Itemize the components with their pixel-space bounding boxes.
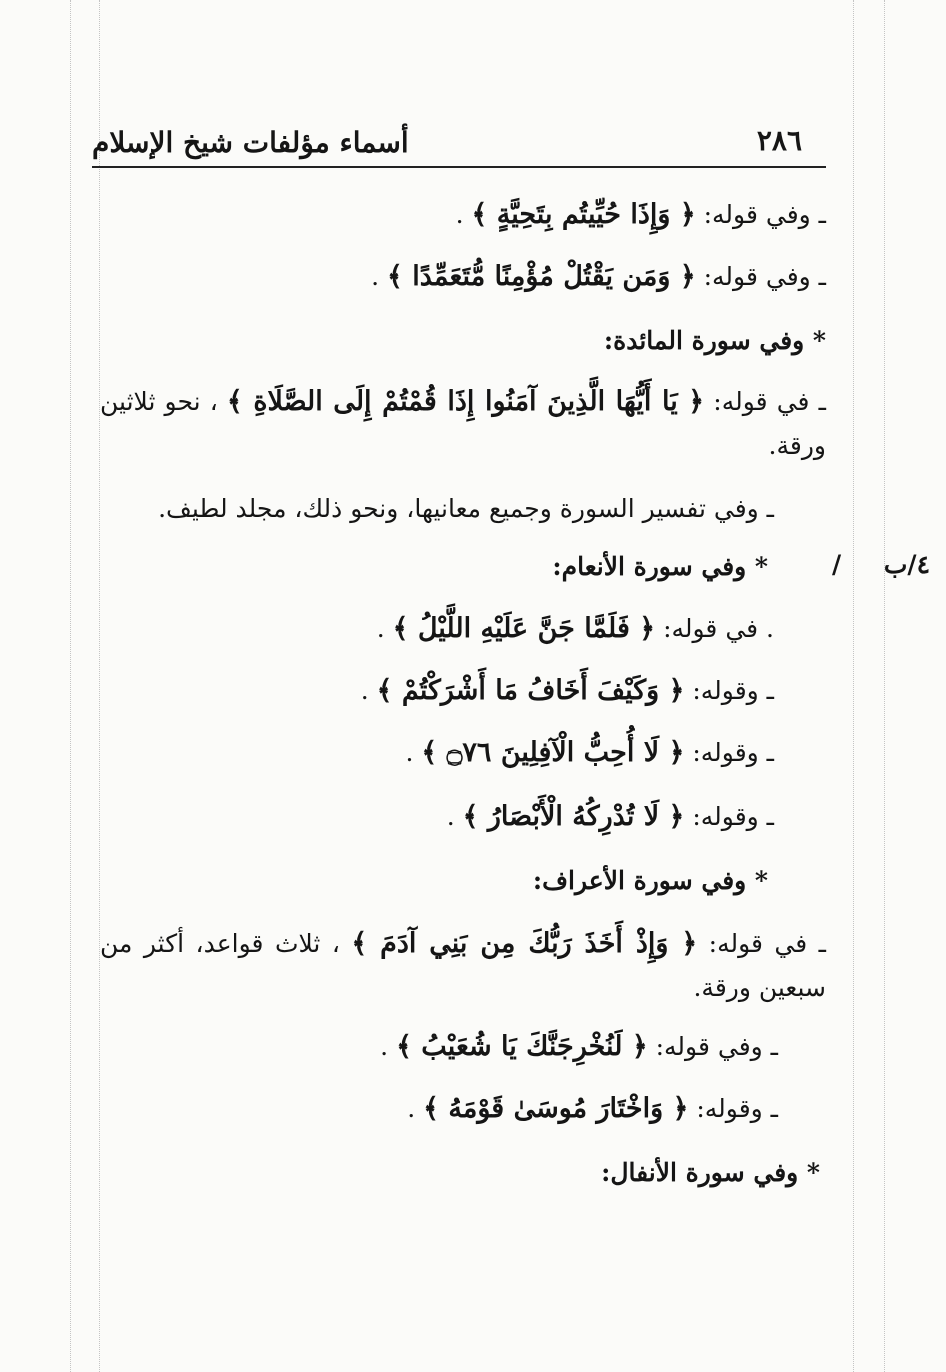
line-intro: ـ وقوله:: [696, 1094, 778, 1123]
text-line: [100, 254, 826, 300]
quran-verse: ﴿ لَا أُحِبُّ الْآفِلِينَ ۝٧٦ ﴾: [421, 737, 685, 768]
text-line: [100, 486, 774, 532]
text-paragraph: [100, 922, 826, 1014]
line-intro: . في قوله:: [663, 614, 774, 643]
folio-marker: [780, 550, 930, 579]
heading-text: * وفي سورة الأنعام:: [552, 552, 768, 581]
page-header: [92, 122, 826, 168]
heading-text: * وفي سورة الأنفال:: [601, 1158, 820, 1187]
line-intro: ـ في قوله:: [708, 929, 827, 958]
line-after: .: [360, 676, 369, 705]
line-after: ، نحو ثلاثين ورقة.: [100, 387, 826, 460]
line-after: .: [371, 262, 380, 291]
line-after: .: [376, 614, 385, 643]
text-line: [100, 1024, 778, 1070]
section-heading: [100, 318, 826, 364]
heading-text: * وفي سورة الأعراف:: [532, 866, 768, 895]
line-after: .: [455, 200, 464, 229]
running-title: أسماء مؤلفات شيخ الإسلام: [92, 126, 409, 159]
quran-verse: ﴿ وَمَن يَقْتُلْ مُؤْمِنًا مُّتَعَمِّدًا ﴾: [387, 261, 696, 292]
line-intro: ـ وفي قوله:: [655, 1032, 778, 1061]
quran-verse: ﴿ وَكَيْفَ أَخَافُ مَا أَشْرَكْتُمْ ﴾: [376, 675, 685, 706]
section-heading: [100, 858, 768, 904]
heading-text: * وفي سورة المائدة:: [603, 326, 826, 355]
text-line: [100, 668, 774, 714]
text-line: [100, 192, 826, 238]
section-heading: [100, 544, 768, 590]
text-line: [100, 1086, 778, 1132]
line-after: .: [380, 1032, 389, 1061]
folio-slash: /: [832, 550, 842, 579]
section-heading: [100, 1150, 820, 1196]
text-paragraph: [100, 380, 826, 472]
page-number: ٢٨٦: [756, 124, 802, 157]
line-intro: ـ وقوله:: [692, 738, 774, 767]
line-after: ، ثلاث قواعد، أكثر من سبعين ورقة.: [100, 929, 826, 1002]
quran-verse: ﴿ لَنُخْرِجَنَّكَ يَا شُعَيْبُ ﴾: [396, 1031, 648, 1062]
folio-number: ٤/ب: [883, 550, 930, 579]
line-intro: ـ وفي تفسير السورة وجميع معانيها، ونحو ذلك، مجلد لطيف.: [158, 494, 774, 523]
quran-verse: ﴿ وَاخْتَارَ مُوسَىٰ قَوْمَهُ ﴾: [423, 1093, 689, 1124]
quran-verse: ﴿ فَلَمَّا جَنَّ عَلَيْهِ اللَّيْلُ ﴾: [392, 613, 656, 644]
line-after: .: [446, 802, 455, 831]
line-intro: ـ وقوله:: [692, 676, 774, 705]
quran-verse: ﴿ وَإِذْ أَخَذَ رَبُّكَ مِن بَنِي آدَمَ ﴾: [351, 928, 698, 959]
text-line: [100, 794, 774, 840]
text-line: [100, 730, 774, 776]
line-intro: ـ في قوله:: [713, 387, 826, 416]
text-line: [100, 606, 774, 652]
line-intro: ـ وفي قوله:: [703, 200, 826, 229]
line-after: .: [405, 738, 414, 767]
line-intro: ـ وفي قوله:: [703, 262, 826, 291]
quran-verse: ﴿ وَإِذَا حُيِّيتُم بِتَحِيَّةٍ ﴾: [471, 199, 696, 230]
quran-verse: ﴿ لَا تُدْرِكُهُ الْأَبْصَارُ ﴾: [462, 801, 685, 832]
line-intro: ـ وقوله:: [692, 802, 774, 831]
quran-verse: ﴿ يَا أَيُّهَا الَّذِينَ آمَنُوا إِذَا قُمْتُمْ إِلَى الصَّلَاةِ ﴾: [226, 386, 705, 417]
line-after: .: [407, 1094, 416, 1123]
